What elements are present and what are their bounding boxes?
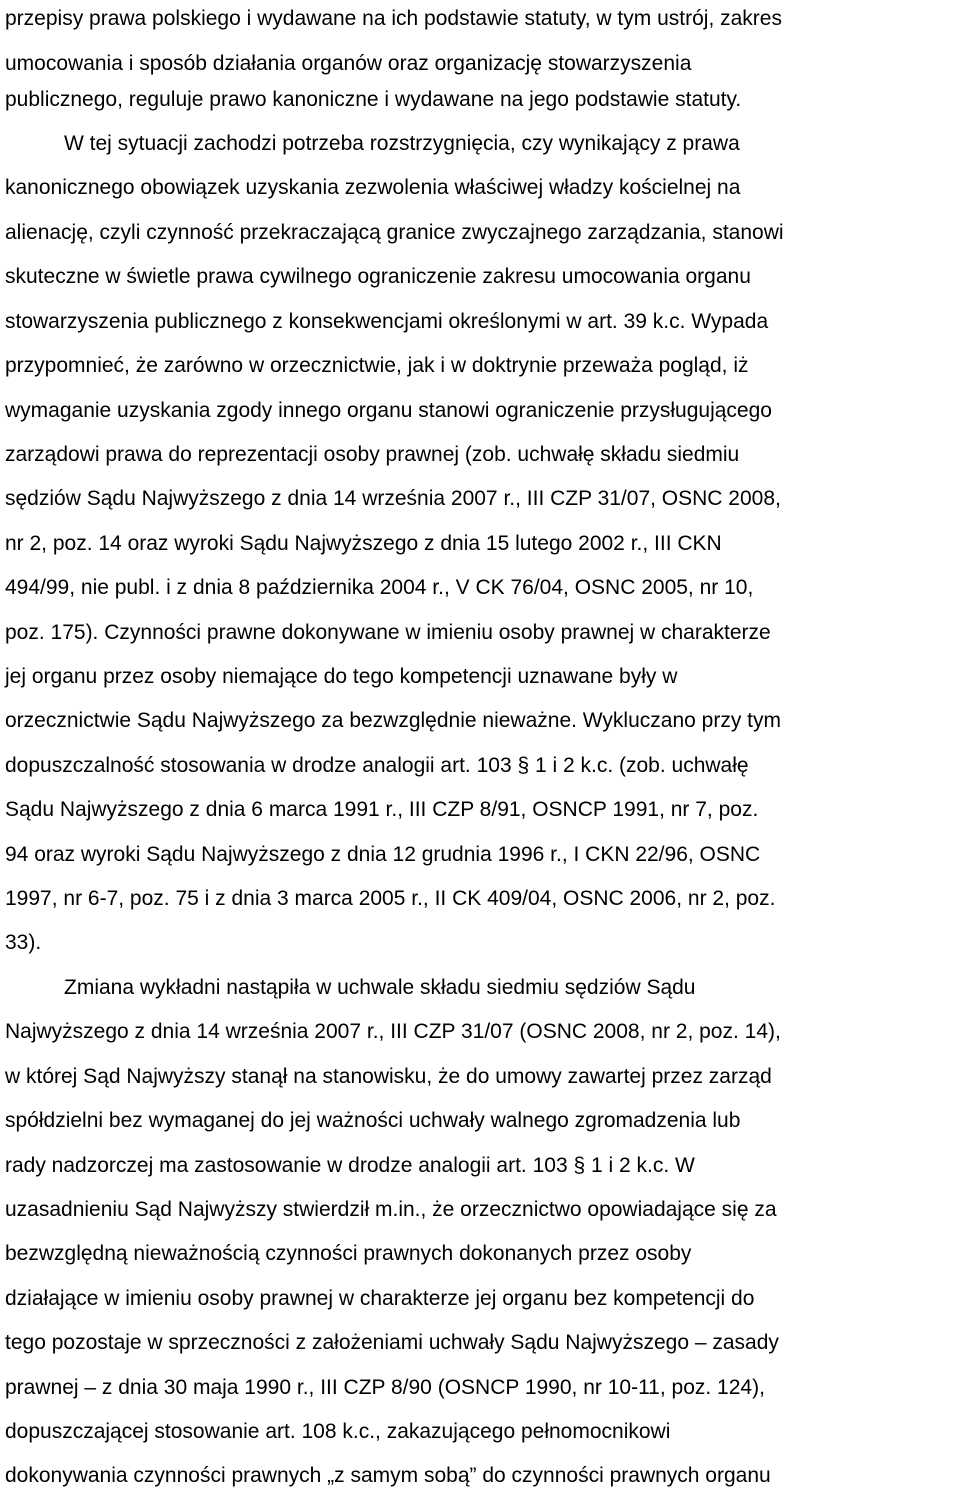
text-line-6: alienację, czyli czynność przekraczającą granice zwyczajnego zarządzania, stanowi bbox=[5, 221, 784, 244]
text-line-26: spółdzielni bez wymaganej do jej ważności uchwały walnego zgromadzenia lub bbox=[5, 1109, 741, 1132]
text-line-2: umocowania i sposób działania organów oraz organizację stowarzyszenia bbox=[5, 52, 692, 75]
text-line-14: 494/99, nie publ. i z dnia 8 października 2004 r., V CK 76/04, OSNC 2005, nr 10, bbox=[5, 576, 754, 599]
text-line-8: stowarzyszenia publicznego z konsekwencjami określonymi w art. 39 k.c. Wypada bbox=[5, 310, 769, 333]
text-line-27: rady nadzorczej ma zastosowanie w drodze analogii art. 103 § 1 i 2 k.c. W bbox=[5, 1154, 695, 1177]
text-line-32: prawnej – z dnia 30 maja 1990 r., III CZP 8/90 (OSNCP 1990, nr 10-11, poz. 124), bbox=[5, 1376, 765, 1399]
text-line-13: nr 2, poz. 14 oraz wyroki Sądu Najwyższego z dnia 15 lutego 2002 r., III CKN bbox=[5, 532, 722, 555]
text-line-11: zarządowi prawa do reprezentacji osoby prawnej (zob. uchwałę składu siedmiu bbox=[5, 443, 740, 466]
text-line-23: Zmiana wykładni nastąpiła w uchwale składu siedmiu sędziów Sądu bbox=[64, 976, 696, 999]
text-line-20: 94 oraz wyroki Sądu Najwyższego z dnia 12 grudnia 1996 r., I CKN 22/96, OSNC bbox=[5, 843, 761, 866]
text-line-19: Sądu Najwyższego z dnia 6 marca 1991 r., III CZP 8/91, OSNCP 1991, nr 7, poz. bbox=[5, 798, 759, 821]
text-line-22: 33). bbox=[5, 931, 42, 954]
text-line-33: dopuszczającej stosowanie art. 108 k.c., zakazującego pełnomocnikowi bbox=[5, 1420, 671, 1443]
text-line-29: bezwzględną nieważnością czynności prawnych dokonanych przez osoby bbox=[5, 1242, 692, 1265]
text-line-25: w której Sąd Najwyższy stanął na stanowisku, że do umowy zawartej przez zarząd bbox=[5, 1065, 772, 1088]
text-line-16: jej organu przez osoby niemające do tego kompetencji uznawane były w bbox=[5, 665, 678, 688]
text-line-30: działające w imieniu osoby prawnej w charakterze jej organu bez kompetencji do bbox=[5, 1287, 755, 1310]
text-line-21: 1997, nr 6-7, poz. 75 i z dnia 3 marca 2005 r., II CK 409/04, OSNC 2006, nr 2, poz. bbox=[5, 887, 776, 910]
text-line-1: przepisy prawa polskiego i wydawane na ich podstawie statuty, w tym ustrój, zakres bbox=[5, 7, 782, 30]
text-line-28: uzasadnieniu Sąd Najwyższy stwierdził m.in., że orzecznictwo opowiadające się za bbox=[5, 1198, 777, 1221]
text-line-17: orzecznictwie Sądu Najwyższego za bezwzględnie nieważne. Wykluczano przy tym bbox=[5, 709, 781, 732]
text-line-7: skuteczne w świetle prawa cywilnego ograniczenie zakresu umocowania organu bbox=[5, 265, 751, 288]
text-line-5: kanonicznego obowiązek uzyskania zezwolenia właściwej władzy kościelnej na bbox=[5, 176, 741, 199]
text-line-12: sędziów Sądu Najwyższego z dnia 14 września 2007 r., III CZP 31/07, OSNC 2008, bbox=[5, 487, 781, 510]
text-line-34: dokonywania czynności prawnych „z samym sobą” do czynności prawnych organu bbox=[5, 1464, 771, 1487]
text-line-4: W tej sytuacji zachodzi potrzeba rozstrzygnięcia, czy wynikający z prawa bbox=[64, 132, 740, 155]
text-line-3: publicznego, reguluje prawo kanoniczne i wydawane na jego podstawie statuty. bbox=[5, 88, 742, 111]
text-line-15: poz. 175). Czynności prawne dokonywane w imieniu osoby prawnej w charakterze bbox=[5, 621, 771, 644]
text-line-24: Najwyższego z dnia 14 września 2007 r., III CZP 31/07 (OSNC 2008, nr 2, poz. 14), bbox=[5, 1020, 781, 1043]
text-line-31: tego pozostaje w sprzeczności z założeniami uchwały Sądu Najwyższego – zasady bbox=[5, 1331, 779, 1354]
text-line-18: dopuszczalność stosowania w drodze analogii art. 103 § 1 i 2 k.c. (zob. uchwałę bbox=[5, 754, 749, 777]
text-line-10: wymaganie uzyskania zgody innego organu stanowi ograniczenie przysługującego bbox=[5, 399, 772, 422]
text-line-9: przypomnieć, że zarówno w orzecznictwie, jak i w doktrynie przeważa pogląd, iż bbox=[5, 354, 749, 377]
